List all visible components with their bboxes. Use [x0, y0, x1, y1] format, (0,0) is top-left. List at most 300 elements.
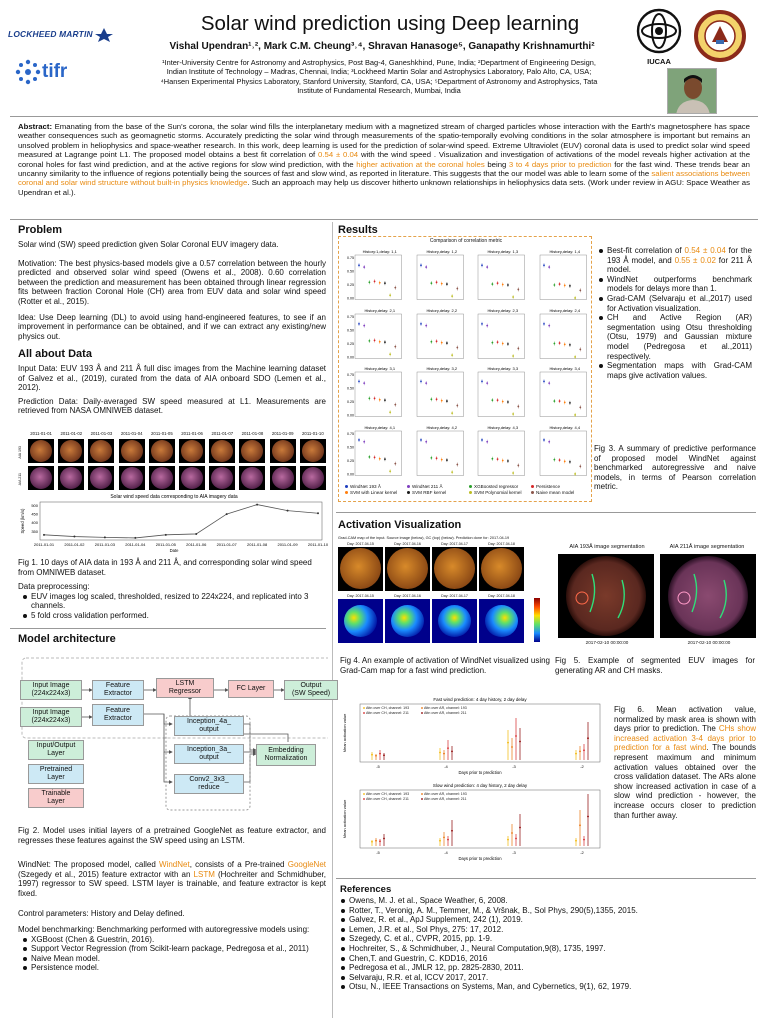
correlation-subplot: [405, 423, 467, 482]
subplot-frame: [540, 372, 587, 417]
subplot-point: [430, 456, 432, 458]
subplot-point: [481, 439, 483, 441]
lockheed-logo: [8, 26, 118, 42]
sw-xtick: 2011-01-08: [247, 542, 268, 547]
correlation-subplot: [466, 364, 528, 423]
subplot-point: [563, 343, 565, 345]
activation-point: [587, 737, 589, 739]
subplot-point: [574, 414, 576, 416]
legend-entry: [469, 484, 518, 490]
subplot-point: [553, 458, 555, 460]
subplot-point: [512, 413, 514, 415]
segmentation-images: [552, 552, 758, 646]
activation-legend-label: Attn over CH, channel: 211: [366, 711, 409, 715]
subplot-point: [379, 399, 381, 401]
subplot-frame: [478, 431, 525, 476]
affiliations: [84, 58, 674, 95]
activation-legend-label: Attn over AR, channel: 193: [424, 706, 467, 710]
subplot-frame: [417, 314, 464, 359]
iucaa-logo-text: IUCAA: [647, 57, 671, 66]
subplot-point: [368, 397, 370, 399]
subplot-point: [358, 264, 360, 266]
subplot-point: [481, 380, 483, 382]
subplot-point: [374, 339, 376, 341]
results-bullets: [598, 246, 752, 380]
subplot-point: [435, 340, 437, 342]
subplot-point: [389, 411, 391, 413]
activation-ylabel: Mean activation value: [342, 713, 347, 753]
subplot-title: History:1,delay: 1,1: [362, 249, 397, 254]
page-title: Solar wind prediction using Deep learning: [200, 12, 580, 35]
subplot-point: [486, 266, 488, 268]
subplot-point: [363, 266, 365, 268]
subplot-point: [420, 439, 422, 441]
sw-plot-title: Solar wind speed data corresponding to AIA imagery data: [110, 494, 238, 500]
activation-legend-label: Attn over CH, channel: 193: [366, 706, 410, 710]
activation-point: [511, 746, 513, 748]
activation-point: [379, 753, 381, 755]
affiliation-line: Institute of Fundamental Research, Mumbai, India: [297, 85, 461, 95]
problem-text: [18, 240, 326, 341]
subplot-point: [389, 294, 391, 296]
correlation-subplot: [466, 306, 528, 365]
subplot-point: [579, 465, 581, 467]
subplot-point: [553, 284, 555, 286]
correlation-legend: [345, 484, 589, 500]
subplot-point: [497, 458, 499, 460]
subplot-title: History,delay: 1,4: [548, 249, 580, 254]
sw-speed-point: [317, 512, 319, 514]
reference-item: Pedregosa et al., JMLR 12, pp. 2825-2830, 2011.: [340, 963, 754, 973]
lstm-regressor-box: LSTM Regressor: [156, 678, 214, 698]
reference-item: Owens, M. J. et al., Space Weather, 6, 2008.: [340, 896, 754, 906]
conv2-reduce-box: Conv2_3x3_ reduce: [174, 774, 244, 794]
legend-marker-icon: [531, 491, 534, 494]
subplot-ytick: 0.75: [347, 431, 354, 436]
subplot-point: [430, 340, 432, 342]
legend-label: SVM with Linear kernel: [350, 490, 398, 495]
gradcam-source-image: [479, 542, 524, 592]
subplot-point: [425, 382, 427, 384]
lstm-highlight: LSTM: [193, 869, 215, 879]
abstract-text: Emanating from the base of the Sun's corona, the solar wind fills the interplanetary medium with a magnetized stream of charged particles whose interaction with the Earth's magnetosphere has space weather consequences such as geomagnetic storms. Accurately predicting the solar wind through measurements of the spatio-temporally evolving conditions in the solar atmosphere is important but remains an unsolved problem in heliophysics and space-weather research. In this work, deep learning is used for the prediction of solar-wind speed. Extreme Ultraviolet (EUV) coronal data is used to predict solar wind speed measured at Lagrange point L1. The proposed model obtains a best fit correlation of: [18, 122, 750, 160]
subplot-ytick: 0.50: [347, 269, 354, 274]
sw-ytick: 450: [31, 511, 38, 517]
subplot-title: History,delay: 1,2: [425, 249, 457, 254]
input-image-box: Input Image (224x224x3): [20, 680, 82, 700]
sw-xtick: 2011-01-09: [277, 542, 298, 547]
subplot-point: [394, 345, 396, 347]
activation-point: [575, 840, 577, 842]
subplot-point: [451, 412, 453, 414]
subplot-title: History,delay: 4,1: [364, 424, 396, 430]
legend-entry: [469, 490, 522, 496]
subplot-point: [553, 400, 555, 402]
reference-item: Otsu, N., IEEE Transactions on Systems, Man, and Cybernetics, 9(1), 62, 1979.: [340, 982, 754, 992]
subplot-point: [394, 404, 396, 406]
activation-point: [587, 816, 589, 818]
subplot-point: [569, 285, 571, 287]
subplot-title: History,delay: 3,1: [364, 366, 396, 371]
embedding-normalization-box: Embedding Normalization: [256, 744, 316, 766]
legend-entry: [407, 484, 443, 490]
subplot-title: History,delay: 2,2: [425, 307, 457, 313]
sw-ytick: 400: [31, 520, 38, 526]
activation-plots: [338, 696, 610, 868]
subplot-point: [440, 283, 442, 285]
seg-title-211: AIA 211Å image segmentation: [669, 544, 745, 550]
subplot-point: [446, 400, 448, 402]
subplot-title: History,delay: 3,2: [425, 366, 457, 371]
aia-image-strip: [18, 431, 328, 491]
subplot-title: History,delay: 2,3: [487, 307, 519, 313]
activation-xtick: -4: [444, 764, 448, 769]
aia-sun-image: [179, 466, 205, 490]
sw-xtick: 2011-01-05: [155, 542, 176, 547]
sw-ytick: 350: [31, 528, 38, 534]
segmentation-panel: [552, 544, 758, 648]
abstract-text: for the fast wind. These trends bear an uncanny similarity to the influence of regions potentially being the sources of fast and slow wind, as reported in literature. This suggests that the our model was able to learn some of the: [18, 159, 750, 178]
subplot-point: [502, 284, 504, 286]
legend-marker-icon: [531, 485, 534, 488]
subplot-point: [384, 341, 386, 343]
activation-point: [443, 753, 445, 755]
sw-speed-point: [165, 534, 167, 536]
subplot-ytick: 0.00: [347, 472, 354, 476]
subplot-point: [569, 460, 571, 462]
activation-point: [439, 752, 441, 754]
subplot-point: [420, 264, 422, 266]
subplot-point: [379, 282, 381, 284]
subplot-point: [558, 342, 560, 344]
subplot-point: [491, 457, 493, 459]
legend-marker-icon: [469, 491, 472, 494]
subplot-point: [425, 324, 427, 326]
feature-extractor-box: Feature Extractor: [92, 680, 144, 700]
aia-date-label: 2011-01-08: [241, 431, 264, 436]
legend-entry: [531, 484, 560, 490]
gradcam-map-image: [338, 594, 383, 644]
correlation-subplot: [466, 423, 528, 482]
aia-date-label: 2011-01-02: [60, 431, 83, 436]
legend-entry: [345, 490, 397, 496]
aia-sun-image: [270, 439, 296, 463]
subplot-ytick: 0.00: [347, 296, 354, 301]
legend-label: WindNet 211 Å: [412, 484, 443, 489]
fig4-caption: Fig 4. An example of activation of WindNet visualized using Grad-Cam map for a fast wind prediction.: [340, 656, 550, 675]
aia-sun-image: [28, 466, 54, 490]
abstract-highlight: salient associations between coronal and solar wind structure without built-in physics knowledge: [18, 168, 750, 188]
sw-speed-point: [195, 533, 197, 535]
activation-point: [371, 754, 373, 756]
subplot-frame: [355, 255, 402, 300]
subplot-point: [379, 457, 381, 459]
aia-sun-image: [58, 439, 84, 463]
subplot-point: [574, 297, 576, 299]
reference-item: Selvaraju, R.R. et al, ICCV 2017, 2017.: [340, 973, 754, 983]
activation-legend-label: Attn over AR, channel: 211: [424, 711, 467, 715]
sw-xtick: 2011-01-02: [64, 542, 85, 547]
legend-marker-icon: [469, 485, 472, 488]
aia-date-label: 2011-01-04: [120, 431, 143, 436]
data-title: All about Data: [18, 348, 92, 360]
subplot-point: [358, 439, 360, 441]
legend-entry: [345, 484, 381, 490]
reference-item: Galvez, R. et al., ApJ Supplement, 242 (1), 2019.: [340, 915, 754, 925]
subplot-point: [563, 402, 565, 404]
abstract-text: being: [484, 159, 509, 169]
correlation-subplot: [343, 364, 405, 423]
aia-rows: [18, 438, 328, 492]
correlation-subplot: [405, 306, 467, 365]
legend-io-layer: Input/Output Layer: [28, 740, 84, 760]
subplot-point: [548, 266, 550, 268]
activation-xtick: -3: [512, 850, 516, 855]
aia-date-label: 2011-01-01: [30, 431, 52, 436]
correlation-subplot: [343, 423, 405, 482]
legend-label: SVM Polynomial kernel: [474, 490, 522, 495]
subplot-frame: [478, 255, 525, 300]
legend-marker-icon: [407, 485, 410, 488]
inception-4a-box: Inception_4a_ output: [174, 716, 244, 736]
list-item: Grad-CAM (Selvaraju et al.,2017) used for Activation visualization.: [598, 294, 752, 313]
aia-sun-image: [149, 466, 175, 490]
subplot-point: [374, 280, 376, 282]
aia-date-label: 2011-01-03: [90, 431, 113, 436]
sw-speed-point: [226, 513, 228, 515]
sw-xtick: 2011-01-01: [33, 542, 55, 547]
subplot-point: [456, 463, 458, 465]
activation-legend-label: Attn over CH, channel: 193: [366, 792, 410, 796]
subplot-title: History,delay: 1,3: [487, 249, 519, 254]
subplot-point: [502, 342, 504, 344]
subplot-point: [548, 382, 550, 384]
fig6-caption: [614, 705, 756, 820]
aia-row-label: AIA 211: [18, 473, 22, 486]
preprocessing-title: Data preprocessing:: [18, 582, 90, 591]
sw-xtick: 2011-01-10: [307, 542, 329, 547]
gradcam-map-row: [338, 594, 528, 644]
subplot-point: [425, 440, 427, 442]
legend-entry: [407, 490, 446, 496]
subplot-point: [502, 459, 504, 461]
aia-sun-image: [88, 466, 114, 490]
subplot-point: [558, 283, 560, 285]
affiliation-line: ⁴Hansen Experimental Physics Laboratory, Stanford University, Stanford, CA, USA; ⁵Department of Astronomy and Astrophysics, Tata: [160, 76, 598, 86]
fc-layer-box: FC Layer: [228, 680, 274, 698]
aia-sun-image: [179, 439, 205, 463]
results-title: Results: [338, 224, 378, 236]
subplot-title: History,delay: 4,4: [548, 424, 580, 430]
subplot-point: [558, 400, 560, 402]
aia-sun-image: [28, 439, 54, 463]
fig6-text: . The bounds represent maximum and minimum activation values obtained over the cross validation dataset. The ARs alone show increased activation in case of a slow wind prediction - however, the increase occurs closer to prediction than further away.: [614, 743, 756, 820]
subplot-title: History,delay: 3,4: [548, 366, 580, 371]
list-item: EUV images log scaled, thresholded, resized to 224x224, and replicated into 3 channels.: [22, 592, 326, 611]
iucaa-emblem-icon: [636, 8, 682, 54]
correlation-grid: [338, 236, 592, 502]
activation-xtick: -2: [580, 764, 584, 769]
list-item: Persistence model.: [22, 963, 326, 973]
seg-time-193: 2017-02-10 00:00:00: [585, 640, 629, 645]
fig5-caption: Fig 5. Example of segmented EUV images for generating AR and CH masks.: [555, 656, 755, 675]
activation-chart: [338, 696, 610, 868]
subplot-ytick: 0.50: [347, 328, 354, 332]
authors: Vishal Upendran¹˒², Mark C.M. Cheung³˒⁴, Shravan Hanasoge⁵, Ganapathy Krishnamurthi²: [169, 41, 595, 52]
prediction-data: Prediction Data: Daily-averaged SW speed measured at L1. Measurements are retrieved from NASA OMNIWEB dataset.: [18, 396, 326, 416]
subplot-point: [440, 341, 442, 343]
subplot-point: [517, 347, 519, 349]
sw-speed-point: [256, 504, 258, 506]
activation-point: [507, 742, 509, 744]
activation-point: [447, 747, 449, 749]
activation-xlabel: Days prior to prediction: [458, 856, 502, 861]
data-text: [18, 364, 326, 416]
aia-sun-image: [149, 439, 175, 463]
model-title: Model architecture: [18, 633, 116, 645]
activation-xtick: -4: [444, 850, 448, 855]
subplot-frame: [355, 431, 402, 476]
motivation: Motivation: The best physics-based models give a 0.57 correlation between the hourly predicted and observed solar wind speed (Owens et al., 2008). 0.60 correlation between the prediction and measurement has been obtained through linear regression fits between fraction Coronal Hole (CH) area from EUV data and solar wind speed (Rotter et al., 2015).: [18, 258, 326, 306]
subplot-point: [435, 457, 437, 459]
activation-xtick: -5: [376, 764, 380, 769]
subplot-point: [363, 382, 365, 384]
subplot-frame: [355, 314, 402, 359]
subplot-point: [451, 354, 453, 356]
subplot-point: [456, 288, 458, 290]
legend-marker-icon: [345, 485, 348, 488]
activation-point: [515, 735, 517, 737]
activation-plot-title: Fast wind prediction: 4 day history, 2 day delay: [433, 697, 527, 702]
reference-item: Lemen, J.R. et al., Sol Phys, 275: 17, 2012.: [340, 925, 754, 935]
gradcam-map-image: [385, 594, 430, 644]
legend-trainable-layer: Trainable Layer: [28, 788, 84, 808]
subplot-point: [574, 473, 576, 475]
reference-list: [340, 896, 754, 992]
abstract-label: Abstract:: [18, 122, 53, 131]
abstract-highlight: 0.54 ± 0.04: [318, 150, 359, 160]
reference-item: Szegedy, C. et al., CVPR, 2015, pp. 1-9.: [340, 934, 754, 944]
list-item: WindNet outperforms benchmark models for delays more than 1.: [598, 275, 752, 294]
legend-label: Naive mean model: [536, 490, 575, 495]
aia-date-label: 2011-01-10: [302, 431, 324, 436]
subplot-point: [507, 343, 509, 345]
bullet-highlight: 0.54 ± 0.04: [684, 246, 726, 255]
model-diagram: [16, 650, 331, 820]
subplot-frame: [478, 314, 525, 359]
subplot-point: [491, 341, 493, 343]
windnet-description: [18, 860, 326, 898]
subplot-point: [384, 399, 386, 401]
sw-speed-plot: [18, 492, 330, 556]
sw-speed-line: [44, 505, 318, 538]
subplot-frame: [417, 255, 464, 300]
activation-xtick: -2: [580, 850, 584, 855]
correlation-subplot: [343, 247, 405, 306]
activation-point: [447, 839, 449, 841]
gradcam-map-image: [479, 594, 524, 644]
subplot-point: [456, 405, 458, 407]
sw-speed-point: [287, 510, 289, 512]
subplot-frame: [355, 372, 402, 417]
subplot-point: [368, 339, 370, 341]
subplot-point: [430, 282, 432, 284]
subplot-ytick: 0.00: [347, 413, 354, 418]
preprocessing-list: [22, 592, 326, 621]
subplot-point: [394, 462, 396, 464]
windnet-text: (Szegedy et al., 2015) feature extractor with an: [18, 869, 194, 879]
subplot-point: [440, 458, 442, 460]
subplot-ytick: 0.25: [347, 400, 354, 404]
aia-sun-image: [239, 439, 265, 463]
benchmarking-text: Model benchmarking: Benchmarking performed with autoregressive models using:: [18, 925, 310, 934]
subplot-point: [507, 401, 509, 403]
gradcam-day-label: Day: 2017-04-16: [394, 542, 421, 546]
windnet-text: (Hochreiter and Schmidhuber, 1997) regressor to SW speed. LSTM layer is trainable, and feature extractor is kept fixed.: [18, 869, 326, 898]
references-title: References: [340, 884, 392, 895]
windnet-highlight: WindNet: [159, 860, 190, 869]
subplot-point: [358, 380, 360, 382]
gradcam-source-row: [338, 542, 528, 592]
correlation-subplot: [466, 247, 528, 306]
subplot-point: [481, 264, 483, 266]
reference-item: Chen,T. and Guestrin, C. KDD16, 2016: [340, 954, 754, 964]
subplot-frame: [417, 431, 464, 476]
subplot-ytick: 0.50: [347, 445, 354, 449]
legend-label: XGBoosted regressor: [474, 484, 519, 489]
sw-ytick: 500: [31, 502, 38, 508]
subplot-ytick: 0.50: [347, 386, 354, 391]
sun-disk-211: [668, 556, 748, 636]
bullet-text: Best-fit correlation of: [607, 246, 685, 255]
bullet-highlight: 0.55 ± 0.02: [674, 255, 716, 265]
subplot-point: [486, 440, 488, 442]
subplot-point: [363, 440, 365, 442]
reference-item: Hochreiter, S., & Schmidhuber, J., Neural Computation,9(8), 1735, 1997.: [340, 944, 754, 954]
correlation-subplots: [343, 247, 589, 481]
activation-point: [439, 840, 441, 842]
activation-point: [443, 837, 445, 839]
seg-time-211: 2017-02-10 00:00:00: [687, 640, 731, 645]
subplot-title: History,delay: 4,3: [487, 424, 519, 430]
subplot-point: [363, 324, 365, 326]
subplot-point: [512, 472, 514, 474]
aia-date-label: 2011-01-07: [211, 431, 234, 436]
control-parameters: Control parameters: History and Delay defined.: [18, 909, 185, 918]
list-item: Naive Mean model.: [22, 954, 326, 964]
input-image-box: Input Image (224x224x3): [20, 707, 82, 727]
author-photo: [667, 68, 717, 114]
tifr-logo-text: tifr: [42, 61, 68, 82]
subplot-point: [502, 401, 504, 403]
gradcam-day-label: Day: 2017-04-18: [488, 542, 515, 546]
subplot-point: [543, 322, 545, 324]
bullet-text: for 211 Å model.: [607, 255, 752, 275]
subplot-point: [558, 459, 560, 461]
subplot-point: [497, 399, 499, 401]
subplot-title: History,delay: 2,1: [364, 307, 396, 313]
gradcam-source-image: [432, 542, 477, 592]
sw-xlabel: Date: [169, 548, 179, 553]
subplot-point: [543, 264, 545, 266]
iit-logo: [694, 10, 746, 62]
feature-extractor-box: Feature Extractor: [92, 704, 144, 726]
subplot-frame: [540, 255, 587, 300]
aia-sun-image: [209, 439, 235, 463]
author-portrait-icon: [668, 69, 717, 114]
subplot-point: [507, 460, 509, 462]
subplot-point: [543, 380, 545, 382]
